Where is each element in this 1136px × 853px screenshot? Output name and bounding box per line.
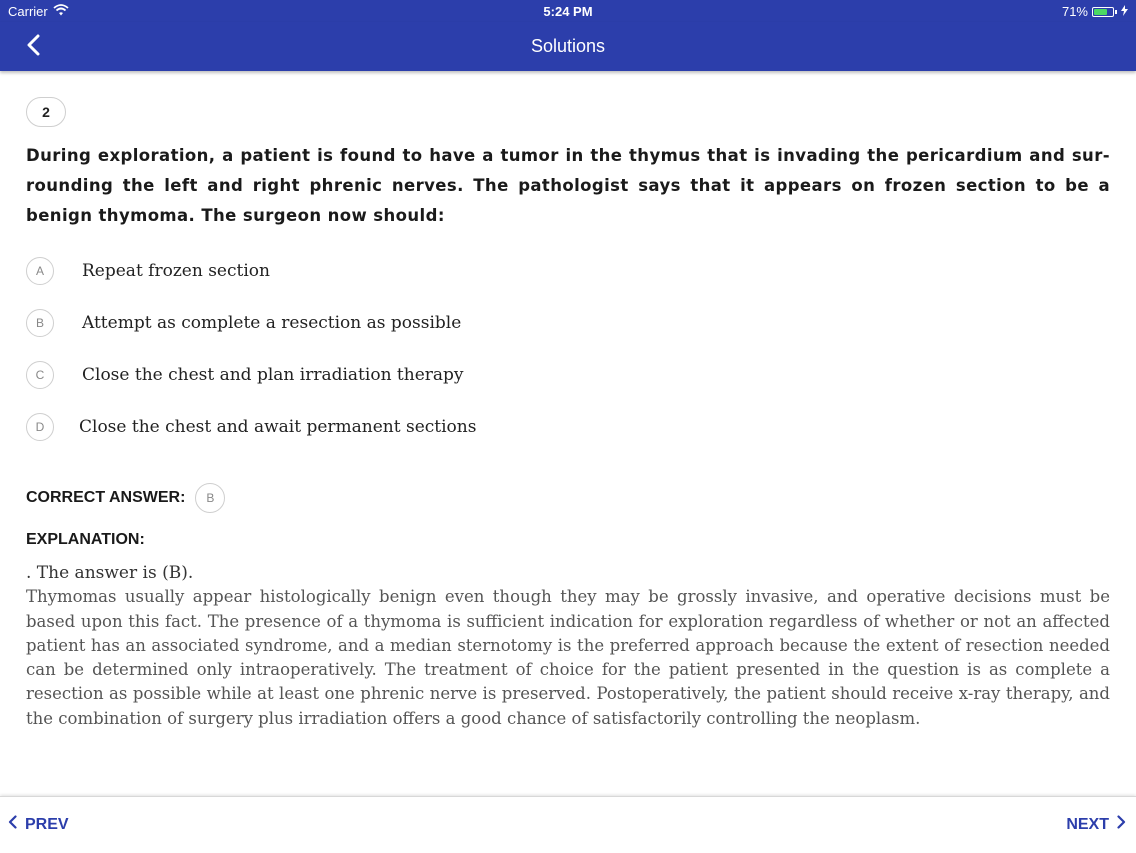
correct-answer-badge: B	[195, 483, 225, 513]
question-text: During exploration, a patient is found to have a tumor in the thymus that is invading the pericardium and sur-rounding the left and right phrenic nerves. The pathologist says that it appears on frozen section to be a benign thymoma. The surgeon now should:	[26, 146, 1110, 225]
correct-answer-label: CORRECT ANSWER:	[26, 489, 186, 506]
answer-options	[26, 245, 1110, 453]
explanation-text	[26, 561, 1110, 731]
explanation-body: Thymomas usually appear histologically benign even though they may be grossly invasive, and operative decisions must be based upon this fact. The presence of a thymoma is sufficient indication for exploration regardless of whether or not an affected patient has an associated syndrome, and a median sternotomy is the preferred approach because the extent of resection needed can be determined only intraoperatively. The treatment of choice for the patient presented in the question is as complete a resection as possible while at least one phrenic nerve is preserved. Postoperatively, the patient should receive x-ray therapy, and the combination of surgery plus irradiation offers a good chance of satisfactorily controlling the neoplasm.	[26, 587, 1110, 728]
status-bar	[0, 0, 1136, 22]
battery-percent: 71%	[1061, 4, 1088, 19]
option-text: Close the chest and await permanent sections	[79, 417, 477, 437]
chevron-left-icon	[8, 815, 17, 834]
option-letter: D	[26, 413, 54, 441]
page-title: Solutions	[530, 36, 606, 56]
battery-indicator	[1062, 4, 1128, 19]
option-text: Repeat frozen section	[82, 261, 270, 281]
next-button[interactable]	[1066, 815, 1126, 834]
explanation-label: EXPLANATION:	[26, 531, 145, 548]
battery-fill	[1094, 9, 1107, 15]
prev-button[interactable]	[8, 815, 69, 834]
option-a[interactable]	[26, 245, 1110, 297]
option-text: Close the chest and plan irradiation therapy	[82, 365, 464, 385]
nav-bar	[0, 22, 1136, 71]
chevron-right-icon	[1117, 815, 1126, 834]
next-label: NEXT	[1066, 815, 1109, 833]
correct-answer-row	[26, 483, 1110, 513]
bottom-nav	[0, 796, 1136, 853]
carrier-label: Carrier	[8, 4, 48, 19]
option-letter: C	[26, 361, 54, 389]
charging-icon	[1121, 4, 1128, 19]
option-letter: A	[26, 257, 54, 285]
battery-cap	[1115, 10, 1117, 14]
option-d[interactable]	[26, 401, 1110, 453]
question-number-badge: 2	[26, 97, 66, 127]
option-text: Attempt as complete a resection as possible	[82, 313, 462, 333]
status-time: 5:24 PM	[543, 4, 593, 19]
option-letter: B	[26, 309, 54, 337]
option-b[interactable]	[26, 297, 1110, 349]
explanation-lead: . The answer is (B).	[26, 563, 194, 583]
solution-content	[26, 97, 1110, 731]
prev-label: PREV	[25, 815, 69, 833]
battery-icon	[1092, 7, 1114, 17]
option-c[interactable]	[26, 349, 1110, 401]
